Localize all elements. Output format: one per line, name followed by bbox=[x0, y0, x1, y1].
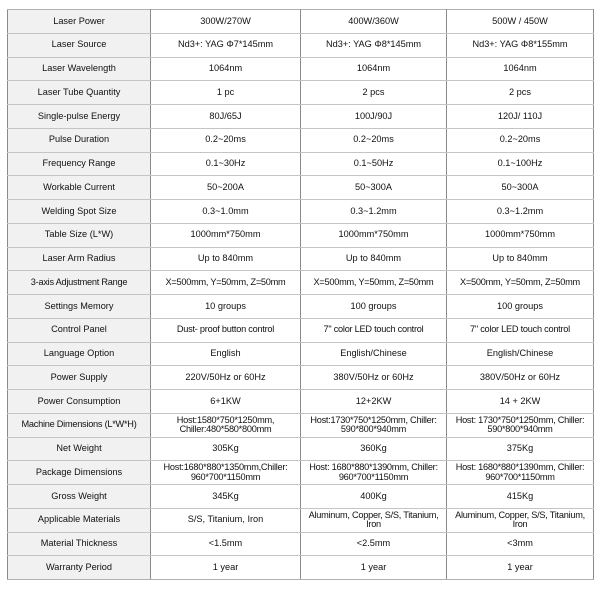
spec-label-cell: Power Supply bbox=[8, 366, 151, 390]
spec-label-cell: Gross Weight bbox=[8, 485, 151, 509]
table-row bbox=[8, 342, 594, 366]
spec-value-cell: 360Kg bbox=[301, 437, 447, 461]
table-row bbox=[8, 485, 594, 509]
spec-label-cell: Workable Current bbox=[8, 176, 151, 200]
table-row bbox=[8, 247, 594, 271]
spec-value-cell: Host: 1680*880*1390mm, Chiller: 960*700*1150mm bbox=[301, 461, 447, 485]
spec-label-cell: Laser Arm Radius bbox=[8, 247, 151, 271]
spec-value-cell: 375Kg bbox=[447, 437, 594, 461]
table-row bbox=[8, 128, 594, 152]
spec-label-cell: Single-pulse Energy bbox=[8, 105, 151, 129]
spec-value-cell: Up to 840mm bbox=[447, 247, 594, 271]
spec-value-cell: 2 pcs bbox=[447, 81, 594, 105]
spec-label-cell: 3-axis Adjustment Range bbox=[8, 271, 151, 295]
spec-value-cell: 0.1~100Hz bbox=[447, 152, 594, 176]
spec-label-cell: Laser Wavelength bbox=[8, 57, 151, 81]
spec-value-cell: 1000mm*750mm bbox=[301, 223, 447, 247]
spec-value-cell: <3mm bbox=[447, 532, 594, 556]
spec-value-cell: 1000mm*750mm bbox=[447, 223, 594, 247]
table-row bbox=[8, 200, 594, 224]
spec-label-cell: Package Dimensions bbox=[8, 461, 151, 485]
table-row bbox=[8, 390, 594, 414]
table-row bbox=[8, 105, 594, 129]
spec-value-cell: 1 year bbox=[301, 556, 447, 580]
spec-label-cell: Laser Source bbox=[8, 33, 151, 57]
spec-label-cell: Control Panel bbox=[8, 318, 151, 342]
spec-value-cell: Host:1580*750*1250mm, Chiller:480*580*800mm bbox=[151, 413, 301, 437]
spec-label-cell: Frequency Range bbox=[8, 152, 151, 176]
spec-value-cell: <2.5mm bbox=[301, 532, 447, 556]
spec-value-cell: S/S, Titanium, Iron bbox=[151, 508, 301, 532]
table-row bbox=[8, 413, 594, 437]
spec-table-body bbox=[8, 10, 594, 580]
spec-value-cell: 500W / 450W bbox=[447, 10, 594, 34]
table-row bbox=[8, 556, 594, 580]
spec-label-cell: Material Thickness bbox=[8, 532, 151, 556]
spec-value-cell: 100 groups bbox=[447, 295, 594, 319]
spec-value-cell: 220V/50Hz or 60Hz bbox=[151, 366, 301, 390]
spec-label-cell: Laser Power bbox=[8, 10, 151, 34]
spec-value-cell: Nd3+: YAG Φ8*155mm bbox=[447, 33, 594, 57]
table-row bbox=[8, 366, 594, 390]
spec-value-cell: 0.1~30Hz bbox=[151, 152, 301, 176]
spec-value-cell: 380V/50Hz or 60Hz bbox=[301, 366, 447, 390]
spec-value-cell: 1 year bbox=[151, 556, 301, 580]
spec-value-cell: 50~200A bbox=[151, 176, 301, 200]
spec-value-cell: Nd3+: YAG Φ8*145mm bbox=[301, 33, 447, 57]
table-row bbox=[8, 508, 594, 532]
spec-value-cell: 14 + 2KW bbox=[447, 390, 594, 414]
spec-value-cell: 7" color LED touch control bbox=[301, 318, 447, 342]
spec-label-cell: Language Option bbox=[8, 342, 151, 366]
spec-value-cell: 100 groups bbox=[301, 295, 447, 319]
spec-value-cell: 0.3~1.0mm bbox=[151, 200, 301, 224]
spec-label-cell: Machine Dimensions (L*W*H) bbox=[8, 413, 151, 437]
spec-value-cell: 100J/90J bbox=[301, 105, 447, 129]
table-row bbox=[8, 176, 594, 200]
spec-value-cell: 50~300A bbox=[301, 176, 447, 200]
spec-value-cell: 0.2~20ms bbox=[447, 128, 594, 152]
spec-value-cell: 0.2~20ms bbox=[301, 128, 447, 152]
table-row bbox=[8, 223, 594, 247]
spec-label-cell: Warranty Period bbox=[8, 556, 151, 580]
table-row bbox=[8, 152, 594, 176]
spec-value-cell: Aluminum, Copper, S/S, Titanium, Iron bbox=[447, 508, 594, 532]
spec-value-cell: 2 pcs bbox=[301, 81, 447, 105]
spec-value-cell: 0.3~1.2mm bbox=[301, 200, 447, 224]
table-row bbox=[8, 532, 594, 556]
table-row bbox=[8, 10, 594, 34]
spec-value-cell: <1.5mm bbox=[151, 532, 301, 556]
spec-label-cell: Net Weight bbox=[8, 437, 151, 461]
table-row bbox=[8, 33, 594, 57]
spec-value-cell: Host:1730*750*1250mm, Chiller: 590*800*940mm bbox=[301, 413, 447, 437]
spec-value-cell: 400W/360W bbox=[301, 10, 447, 34]
spec-value-cell: X=500mm, Y=50mm, Z=50mm bbox=[301, 271, 447, 295]
spec-value-cell: 50~300A bbox=[447, 176, 594, 200]
spec-value-cell: English/Chinese bbox=[447, 342, 594, 366]
spec-value-cell: 0.2~20ms bbox=[151, 128, 301, 152]
spec-value-cell: 305Kg bbox=[151, 437, 301, 461]
spec-label-cell: Table Size (L*W) bbox=[8, 223, 151, 247]
table-row bbox=[8, 295, 594, 319]
table-row bbox=[8, 271, 594, 295]
table-row bbox=[8, 81, 594, 105]
spec-value-cell: 415Kg bbox=[447, 485, 594, 509]
spec-value-cell: 1 year bbox=[447, 556, 594, 580]
spec-value-cell: X=500mm, Y=50mm, Z=50mm bbox=[447, 271, 594, 295]
spec-label-cell: Laser Tube Quantity bbox=[8, 81, 151, 105]
table-row bbox=[8, 461, 594, 485]
spec-value-cell: 0.1~50Hz bbox=[301, 152, 447, 176]
spec-value-cell: 120J/ 110J bbox=[447, 105, 594, 129]
spec-value-cell: 7" color LED touch control bbox=[447, 318, 594, 342]
spec-value-cell: 12+2KW bbox=[301, 390, 447, 414]
spec-label-cell: Settings Memory bbox=[8, 295, 151, 319]
spec-table bbox=[7, 9, 594, 580]
spec-value-cell: 300W/270W bbox=[151, 10, 301, 34]
spec-value-cell: 1 pc bbox=[151, 81, 301, 105]
table-row bbox=[8, 57, 594, 81]
spec-value-cell: 345Kg bbox=[151, 485, 301, 509]
spec-value-cell: English/Chinese bbox=[301, 342, 447, 366]
spec-value-cell: English bbox=[151, 342, 301, 366]
spec-value-cell: 80J/65J bbox=[151, 105, 301, 129]
spec-value-cell: 380V/50Hz or 60Hz bbox=[447, 366, 594, 390]
spec-label-cell: Welding Spot Size bbox=[8, 200, 151, 224]
spec-value-cell: 0.3~1.2mm bbox=[447, 200, 594, 224]
spec-value-cell: Aluminum, Copper, S/S, Titanium, Iron bbox=[301, 508, 447, 532]
spec-value-cell: Nd3+: YAG Φ7*145mm bbox=[151, 33, 301, 57]
spec-label-cell: Applicable Materials bbox=[8, 508, 151, 532]
spec-value-cell: 1064nm bbox=[151, 57, 301, 81]
spec-value-cell: 6+1KW bbox=[151, 390, 301, 414]
spec-value-cell: 1064nm bbox=[447, 57, 594, 81]
spec-value-cell: 1000mm*750mm bbox=[151, 223, 301, 247]
spec-value-cell: X=500mm, Y=50mm, Z=50mm bbox=[151, 271, 301, 295]
spec-value-cell: Host: 1680*880*1390mm, Chiller: 960*700*1150mm bbox=[447, 461, 594, 485]
spec-value-cell: Dust- proof button control bbox=[151, 318, 301, 342]
spec-value-cell: Up to 840mm bbox=[301, 247, 447, 271]
spec-value-cell: Host:1680*880*1350mm,Chiller: 960*700*1150mm bbox=[151, 461, 301, 485]
spec-value-cell: 400Kg bbox=[301, 485, 447, 509]
table-row bbox=[8, 437, 594, 461]
table-row bbox=[8, 318, 594, 342]
spec-value-cell: Host: 1730*750*1250mm, Chiller: 590*800*940mm bbox=[447, 413, 594, 437]
spec-value-cell: 1064nm bbox=[301, 57, 447, 81]
spec-value-cell: Up to 840mm bbox=[151, 247, 301, 271]
spec-value-cell: 10 groups bbox=[151, 295, 301, 319]
spec-label-cell: Power Consumption bbox=[8, 390, 151, 414]
spec-label-cell: Pulse Duration bbox=[8, 128, 151, 152]
